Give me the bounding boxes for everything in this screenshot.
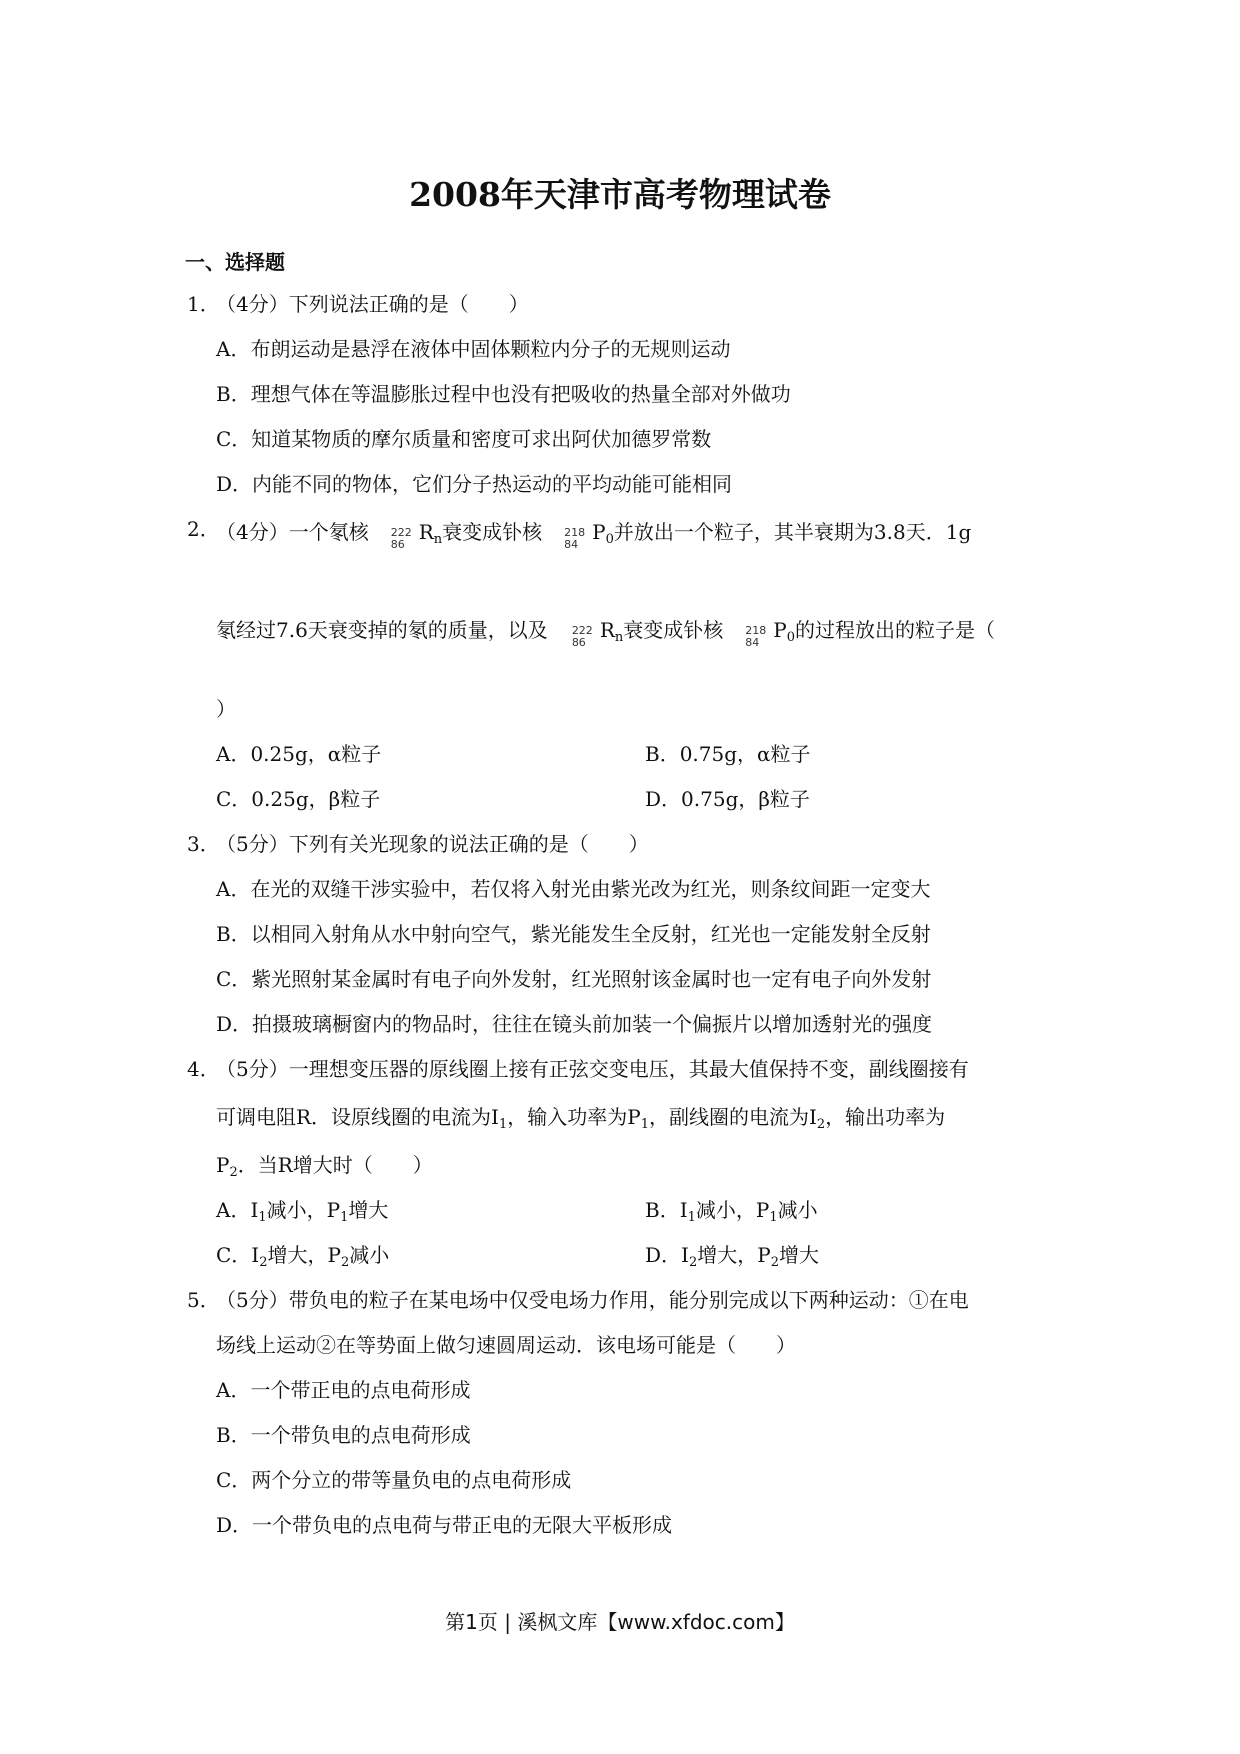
q4-c-sub-1: 2 <box>259 1255 268 1270</box>
q4-c-sub-2: 2 <box>340 1255 350 1270</box>
q3-option-b: B．以相同入射角从水中射向空气，紫光能发生全反射，红光也一定能发射全反射 <box>216 922 931 946</box>
section-heading: 一、选择题 <box>185 250 285 274</box>
q4-l2d: ，输出功率为 <box>825 1105 946 1129</box>
q4-a-text-3: 增大 <box>348 1198 389 1222</box>
q5-number: 5． <box>187 1288 220 1312</box>
q2-stem-a: （4分）一个氡核 <box>216 520 369 544</box>
q4-d-sub-1: 2 <box>688 1255 698 1270</box>
polonium-symbol-sub-2: 0 <box>786 630 795 645</box>
q4-i2-sub: 2 <box>816 1117 826 1132</box>
q2-option-d: D．0.75g，β粒子 <box>645 787 810 811</box>
polonium-symbol-sub: 0 <box>605 532 614 547</box>
q4-stem-line2 <box>216 1105 946 1132</box>
q4-c-text-2: 增大，P <box>267 1243 341 1267</box>
q5-option-c: C．两个分立的带等量负电的点电荷形成 <box>216 1468 572 1492</box>
q5-option-b: B．一个带负电的点电荷形成 <box>216 1423 471 1447</box>
q2-option-a: A．0.25g，α粒子 <box>216 742 382 766</box>
polonium-mass-number: 218 <box>564 526 586 539</box>
q1-option-b: B．理想气体在等温膨胀过程中也没有把吸收的热量全部对外做功 <box>216 382 791 406</box>
radon-isotope-notation <box>389 519 419 551</box>
q4-option-b <box>645 1198 818 1225</box>
q4-d-text-3: 增大 <box>778 1243 819 1267</box>
polonium-atomic-number: 84 <box>564 538 579 551</box>
q4-i1-sub: 1 <box>498 1117 508 1132</box>
q4-l3b: ．当R增大时（ ） <box>237 1153 433 1177</box>
q1-option-a: A．布朗运动是悬浮在液体中固体颗粒内分子的无规则运动 <box>216 337 731 361</box>
q4-l3a: P <box>216 1153 230 1177</box>
q1-option-c: C．知道某物质的摩尔质量和密度可求出阿伏加德罗常数 <box>216 427 712 451</box>
q4-option-c <box>216 1243 390 1270</box>
q3-option-d: D．拍摄玻璃橱窗内的物品时，往往在镜头前加装一个偏振片以增加透射光的强度 <box>216 1012 933 1036</box>
q1-option-d: D．内能不同的物体，它们分子热运动的平均动能可能相同 <box>216 472 733 496</box>
q2-line2-b: 衰变成钋核 <box>623 618 724 642</box>
q4-d-text-2: 增大，P <box>697 1243 771 1267</box>
q4-number: 4． <box>187 1057 220 1081</box>
q4-l2a: 可调电阻R．设原线圈的电流为I <box>216 1105 499 1129</box>
radon-atomic-number: 86 <box>390 538 405 551</box>
q2-line2-a: 氡经过7.6天衰变掉的氡的质量，以及 <box>216 618 548 642</box>
q4-a-text-1: A．I <box>216 1198 259 1222</box>
q2-option-b: B．0.75g，α粒子 <box>645 742 811 766</box>
q4-a-text-2: 减小，P <box>266 1198 341 1222</box>
q5-stem-line2: 场线上运动②在等势面上做匀速圆周运动．该电场可能是（ ） <box>216 1333 796 1357</box>
q2-option-c: C．0.25g，β粒子 <box>216 787 381 811</box>
polonium-symbol: P <box>592 520 606 544</box>
radon-symbol: R <box>418 520 434 544</box>
q4-stem-line3 <box>216 1153 433 1180</box>
q4-b-text-2: 减小，P <box>695 1198 770 1222</box>
q4-a-sub-1: 1 <box>258 1210 267 1225</box>
q4-option-a <box>216 1198 389 1225</box>
q2-stem-line1 <box>216 519 972 551</box>
radon-symbol-sub: n <box>433 532 443 547</box>
q3-option-a: A．在光的双缝干涉实验中，若仅将入射光由紫光改为红光，则条纹间距一定变大 <box>216 877 931 901</box>
q5-stem-line1: （5分）带负电的粒子在某电场中仅受电场力作用，能分别完成以下两种运动：①在电 <box>216 1288 969 1312</box>
page-title: 2008年天津市高考物理试卷 <box>409 175 831 214</box>
radon-symbol-2: R <box>599 618 615 642</box>
q3-option-c: C．紫光照射某金属时有电子向外发射，红光照射该金属时也一定有电子向外发射 <box>216 967 932 991</box>
q1-stem: （4分）下列说法正确的是（ ） <box>216 292 529 316</box>
q4-b-sub-1: 1 <box>687 1210 696 1225</box>
q4-p1-sub: 1 <box>640 1117 649 1132</box>
q4-l2c: ，副线圈的电流为I <box>649 1105 817 1129</box>
q5-option-a: A．一个带正电的点电荷形成 <box>216 1378 471 1402</box>
q2-line2-c: 的过程放出的粒子是（ <box>795 618 995 642</box>
q4-b-text-3: 减小 <box>777 1198 818 1222</box>
radon-symbol-sub-2: n <box>614 630 624 645</box>
q4-stem-line1: （5分）一理想变压器的原线圈上接有正弦交变电压，其最大值保持不变，副线圈接有 <box>216 1057 969 1081</box>
q4-c-text-1: C．I <box>216 1243 260 1267</box>
radon-mass-number: 222 <box>390 526 412 539</box>
q3-stem: （5分）下列有关光现象的说法正确的是（ ） <box>216 832 649 856</box>
q2-stem-line3: ） <box>216 697 236 721</box>
q2-stem-line2 <box>216 617 995 649</box>
polonium-symbol-2: P <box>773 618 787 642</box>
q4-d-sub-2: 2 <box>770 1255 779 1270</box>
q5-option-d: D．一个带负电的点电荷与带正电的无限大平板形成 <box>216 1513 673 1537</box>
q4-p2-sub: 2 <box>229 1165 238 1180</box>
q2-number: 2． <box>187 517 220 541</box>
q4-b-sub-2: 1 <box>769 1210 778 1225</box>
polonium-isotope-notation-2 <box>743 617 773 649</box>
polonium-atomic-number-2: 84 <box>745 636 760 649</box>
polonium-mass-number-2: 218 <box>745 624 767 637</box>
page-footer: 第1页 | 溪枫文库【www.xfdoc.com】 <box>445 1610 795 1634</box>
q4-a-sub-2: 1 <box>340 1210 349 1225</box>
q1-number: 1． <box>187 292 220 316</box>
q3-number: 3． <box>187 832 220 856</box>
radon-atomic-number-2: 86 <box>571 636 586 649</box>
q4-l2b: ，输入功率为P <box>507 1105 641 1129</box>
q4-b-text-1: B．I <box>645 1198 688 1222</box>
q4-d-text-1: D．I <box>645 1243 689 1267</box>
polonium-isotope-notation <box>562 519 592 551</box>
q4-c-text-3: 减小 <box>349 1243 390 1267</box>
q4-option-d <box>645 1243 819 1270</box>
q2-stem-b: 衰变成钋核 <box>442 520 543 544</box>
radon-isotope-notation-2 <box>570 617 600 649</box>
q2-stem-c: 并放出一个粒子，其半衰期为3.8天．1g <box>613 520 972 544</box>
radon-mass-number-2: 222 <box>571 624 593 637</box>
